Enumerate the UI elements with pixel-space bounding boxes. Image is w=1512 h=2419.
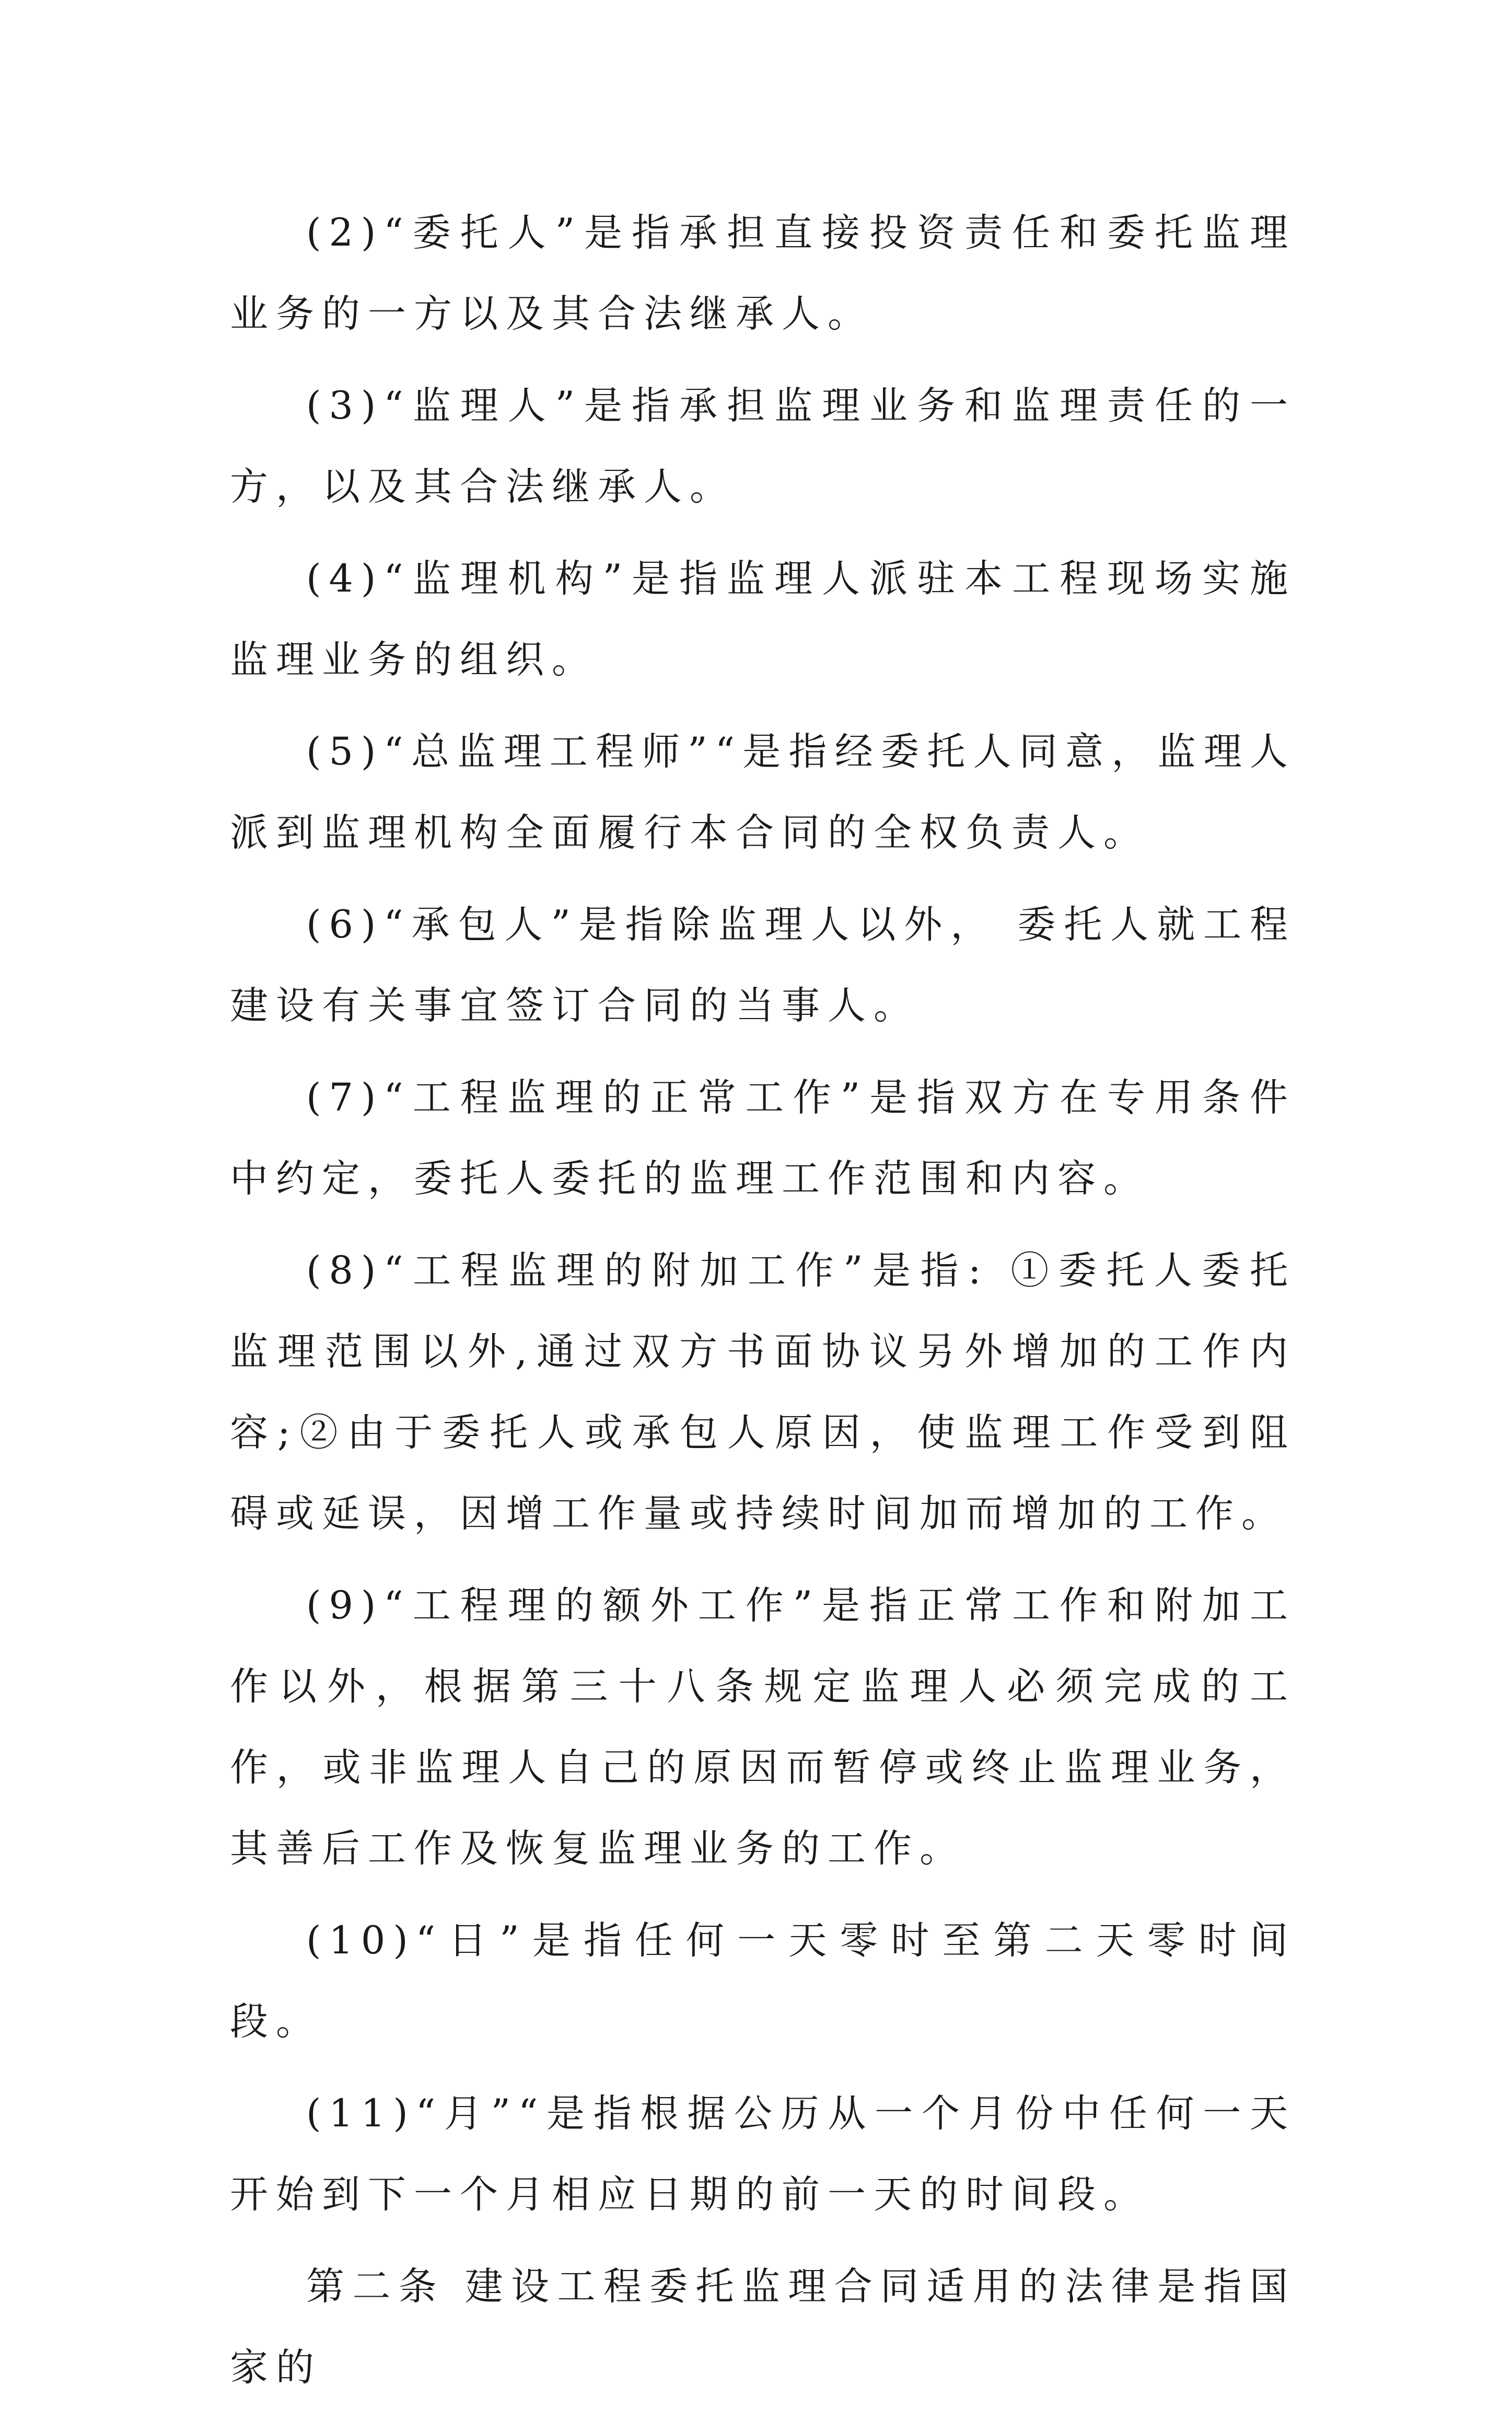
definition-paragraph-9: (9)“工程理的额外工作”是指正常工作和附加工作以外，根据第三十八条规定监理人必须完成的工作，或非监理人自己的原因而暂停或终止监理业务，其善后工作及恢复监理业务的工作。 [230,1583,1296,1871]
definition-paragraph-4: (4)“监理机构”是指监理人派驻本工程现场实施监理业务的组织。 [230,557,1296,682]
definition-paragraph-8: (8)“工程监理的附加工作”是指: ①委托人委托监理范围以外,通过双方书面协议另外增加的工作内容;②由于委托人或承包人原因，使监理工作受到阻碍或延误，因增工作量或持续时间加而增加的工作。 [230,1248,1296,1536]
definition-paragraph-5: (5)“总监理工程师”“是指经委托人同意，监理人派到监理机构全面履行本合同的全权负责人。 [230,730,1296,855]
definition-paragraph-7: (7)“工程监理的正常工作”是指双方在专用条件中约定，委托人委托的监理工作范围和内容。 [230,1075,1296,1201]
article-2-paragraph: 第二条 建设工程委托监理合同适用的法律是指国家的 [230,2264,1296,2390]
definition-paragraph-10: (10)“日”是指任何一天零时至第二天零时间段。 [230,1918,1296,2044]
definition-paragraph-6: (6)“承包人”是指除监理人以外， 委托人就工程建设有关事宜签订合同的当事人。 [230,902,1296,1028]
document-page [230,192,1296,2419]
definition-paragraph-3: (3)“监理人”是指承担监理业务和监理责任的一方，以及其合法继承人。 [230,384,1296,509]
definition-paragraph-11: (11)“月”“是指根据公历从一个月份中任何一天开始到下一个月相应日期的前一天的时间段。 [230,2091,1296,2217]
definition-paragraph-2: (2)“委托人”是指承担直接投资责任和委托监理业务的一方以及其合法继承人。 [230,211,1296,336]
